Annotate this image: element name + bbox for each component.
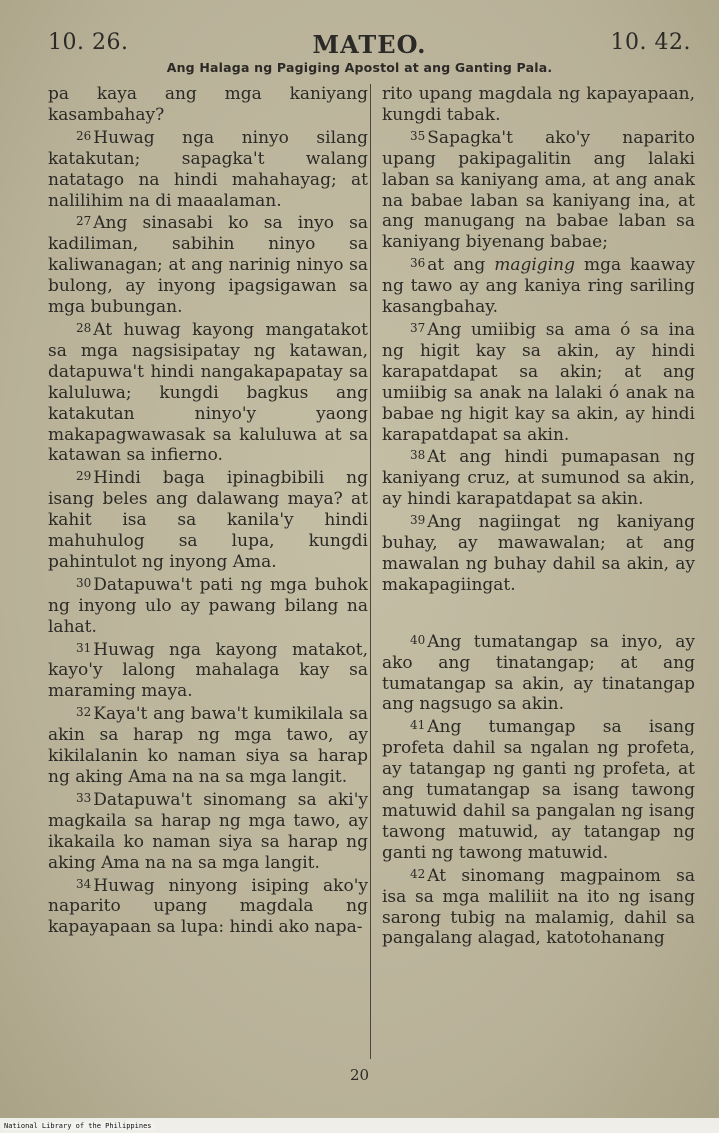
verse-41: 41 Ang tumangap sa isang profeta dahil sa ngalan ng profeta, ay tatangap ng ganti ng profeta, at ang tumatangap sa isang tawong matuwid dahil sa pangalan ng isang tawong matuwid, ay tatangap ng ganti ng tawong matuwid.: [382, 717, 695, 863]
paragraph-gap: [382, 596, 695, 630]
verse-continuation: rito upang magdala ng kapayapaan, kungdi tabak.: [382, 84, 695, 125]
verse-number: 41: [410, 718, 426, 733]
verse-42: 42 At sinomang magpainom sa isa sa mga maliliit na ito ng isang sarong tubig na malamig, dahil sa pangalang alagad, katotohanang: [382, 865, 695, 949]
verse-number: 28: [76, 320, 92, 335]
verse-37: 37 Ang umiibig sa ama ó sa ina ng higit kay sa akin, ay hindi karapatdapat sa akin; at ang umiibig sa anak na lalaki ó anak na babae ng higit kay sa akin, ay hindi karapatdapat sa akin.: [382, 319, 695, 445]
verse-39: 39 Ang nagiingat ng kaniyang buhay, ay mawawalan; at ang mawalan ng buhay dahil sa akin, ay makapagiingat.: [382, 512, 695, 595]
verse-number: 31: [76, 640, 92, 655]
verse-number: 38: [410, 448, 426, 463]
verse-number: 39: [410, 513, 426, 528]
verse-27: 27 Ang sinasabi ko sa inyo sa kadiliman, sabihin ninyo sa kaliwanagan; at ang narinig ninyo sa bulong, ay inyong ipagsigawan sa mga bubungan.: [48, 213, 368, 318]
book-title: MATEO.: [312, 30, 427, 59]
verse-number: 36: [410, 256, 426, 271]
section-subtitle: Ang Halaga ng Pagiging Apostol at ang Ganting Pala.: [166, 60, 553, 75]
page-number: 20: [349, 1066, 370, 1084]
verse-33: 33 Datapuwa't sinomang sa aki'y magkaila sa harap ng mga tawo, ay ikakaila ko naman siya sa harap ng aking Ama na na sa mga langit.: [48, 789, 368, 873]
verse-number: 33: [76, 790, 92, 805]
verse-number: 26: [76, 128, 92, 143]
column-divider: [370, 84, 371, 1059]
verse-31: 31 Huwag nga kayong matakot, kayo'y lalong mahalaga kay sa maraming maya.: [48, 639, 368, 702]
right-column: [382, 84, 695, 949]
italic-word: magiging: [494, 255, 575, 276]
verse-34: 34 Huwag ninyong isiping ako'y naparito upang magdala ng kapayapaan sa lupa: hindi ako napa-: [48, 875, 368, 938]
verse-number: 32: [76, 705, 92, 720]
header-left-reference: 10. 26.: [48, 30, 129, 55]
verse-number: 40: [410, 632, 426, 647]
verse-26: 26 Huwag nga ninyo silang katakutan; sapagka't walang natatago na hindi mahahayag; at nalilihim na di maaalaman.: [48, 127, 368, 211]
verse-40: 40 Ang tumatangap sa inyo, ay ako ang tinatangap; at ang tumatangap sa akin, ay tinatangap ang nagsugo sa akin.: [382, 631, 695, 715]
verse-28: 28 At huwag kayong mangatakot sa mga nagsisipatay ng katawan, datapuwa't hindi nangakapapatay sa kaluluwa; kungdi bagkus ang katakutan ninyo'y yaong makapagwawasak sa kaluluwa at sa katawan sa infierno.: [48, 319, 368, 466]
library-credit: National Library of the Philippines: [4, 1122, 152, 1130]
verse-29: 29 Hindi baga ipinagbibili ng isang beles ang dalawang maya? at kahit isa sa kanila'y hindi mahuhulog sa lupa, kungdi pahintulot ng inyong Ama.: [48, 468, 368, 572]
header-right-reference: 10. 42.: [610, 30, 691, 55]
verse-35: 35 Sapagka't ako'y naparito upang pakipagalitin ang lalaki laban sa kaniyang ama, at ang anak na babae laban sa kaniyang ina, at ang manugang na babae laban sa kaniyang biyenang babae;: [382, 127, 695, 253]
verse-number: 35: [410, 128, 426, 143]
verse-number: 30: [76, 575, 92, 590]
verse-number: 29: [76, 469, 92, 484]
verse-38: 38 At ang hindi pumapasan ng kaniyang cruz, at sumunod sa akin, ay hindi karapatdapat sa akin.: [382, 447, 695, 510]
left-column: [48, 84, 368, 938]
verse-number: 42: [410, 866, 426, 881]
verse-number: 27: [76, 214, 92, 229]
verse-number: 37: [410, 320, 426, 335]
verse-32: 32 Kaya't ang bawa't kumikilala sa akin sa harap ng mga tawo, ay kikilalanin ko naman siya sa harap ng aking Ama na na sa mga langit.: [48, 704, 368, 787]
verse-36: 36 at ang magiging mga kaaway ng tawo ay ang kaniya ring sariling kasangbahay.: [382, 255, 695, 318]
verse-number: 34: [76, 876, 92, 891]
verse-30: 30 Datapuwa't pati ng mga buhok ng inyong ulo ay pawang bilang na lahat.: [48, 574, 368, 637]
verse-continuation: pa kaya ang mga kaniyang kasambahay?: [48, 84, 368, 125]
